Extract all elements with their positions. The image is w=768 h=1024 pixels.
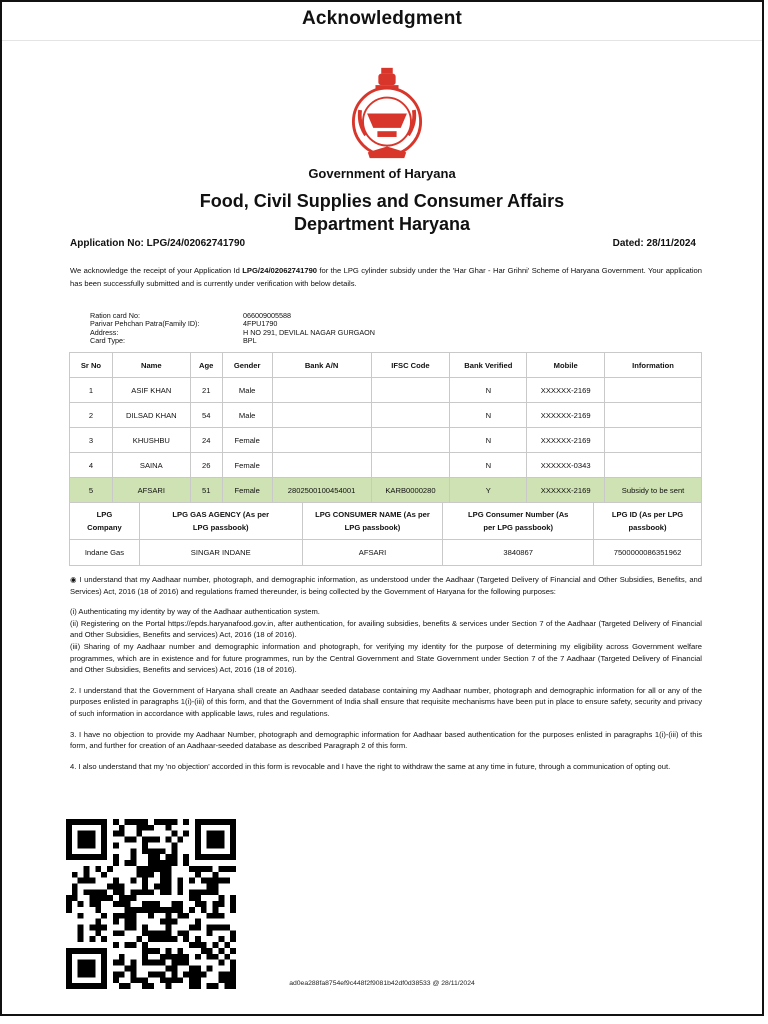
- cell: 2: [70, 403, 113, 428]
- cell: [272, 403, 371, 428]
- cell: 1: [70, 378, 113, 403]
- department-line-2: Department Haryana: [293, 214, 471, 234]
- cell: [371, 428, 450, 453]
- cell: N: [450, 378, 527, 403]
- consent-item-1: (i) Authenticating my identity by way of the Aadhaar authentication system.: [70, 607, 320, 617]
- consent-item-2: (ii) Registering on the Portal https://epds.haryanafood.gov.in, after authentication, for availing subsidies, benefits & services under Section 7 of the Aadhaar (Targeted Delivery of Financial and Other Subsidies, Benefits and services) Act, 2016 (18 of 2016).: [70, 618, 702, 640]
- detail-value: H NO 291, DEVILAL NAGAR GURGAON: [243, 327, 375, 337]
- cell: 51: [190, 478, 222, 503]
- col-header: [594, 503, 702, 540]
- cell: [605, 403, 702, 428]
- page-title: Acknowledgment: [301, 8, 463, 29]
- detail-value: 066009005588: [243, 311, 291, 320]
- col-header: [70, 503, 140, 540]
- cell: [605, 428, 702, 453]
- col-header: Mobile: [527, 353, 605, 378]
- col-header: Name: [112, 353, 190, 378]
- consent-para-4: 4. I also understand that my 'no objection' accorded in this form is revocable and I have the right to withdraw the same at any time in future, through a communication of opting out.: [70, 761, 671, 771]
- cell: XXXXXX-0343: [527, 453, 605, 478]
- cell: KHUSHBU: [112, 428, 190, 453]
- detail-label: Ration card No:: [90, 311, 140, 320]
- cell: XXXXXX-2169: [527, 378, 605, 403]
- header-divider: [2, 40, 762, 41]
- cell: N: [450, 428, 527, 453]
- col-header: Bank Verified: [450, 353, 527, 378]
- col-header: Bank A/N: [272, 353, 371, 378]
- applicant-details: [90, 312, 375, 346]
- consent-para-2: 2. I understand that the Government of Haryana shall create an Aadhaar seeded database containing my Aadhaar number, photograph and demographic information for all or any of the purposes enlisted in paragraphs 1(i)-(iii) of this form, and that the Government of India shall ensure that requisite mechanisms have been put in place to ensure safety, security and privacy of such information in accordance with applicable laws, rules and regulations.: [70, 685, 702, 718]
- cell: Female: [222, 453, 272, 478]
- col-header-line: LPG Consumer Number (As: [467, 510, 569, 519]
- table-row-highlighted: [70, 478, 702, 503]
- detail-row: [90, 329, 375, 337]
- members-header-row: [70, 353, 702, 378]
- table-row: [70, 403, 702, 428]
- table-row: [70, 428, 702, 453]
- col-header-line: LPG passbook): [344, 523, 401, 532]
- cell: Female: [222, 478, 272, 503]
- col-header: Gender: [222, 353, 272, 378]
- col-header-line: LPG: [96, 510, 113, 519]
- detail-label: Parivar Pehchan Patra(Family ID):: [90, 319, 200, 329]
- cell: XXXXXX-2169: [527, 478, 605, 503]
- col-header: [139, 503, 302, 540]
- cell: 24: [190, 428, 222, 453]
- department-line-1: Food, Civil Supplies and Consumer Affairs: [199, 191, 565, 211]
- consent-para-1-text: I understand that my Aadhaar number, photograph, and demographic information, as understood under the Aadhaar (Targeted Delivery of Financial and Other Subsidies, Benefits, and Services) Act, 2016 (18 of 2016) and regulations framed thereunder, is being collected by the Government of Haryana for the following purposes:: [70, 575, 702, 596]
- col-header-line: per LPG passbook): [483, 523, 554, 532]
- col-header: IFSC Code: [371, 353, 450, 378]
- government-name: Government of Haryana: [308, 166, 456, 181]
- consent-para-1: [70, 574, 702, 597]
- lpg-header-row: [70, 503, 702, 540]
- cell: ASIF KHAN: [112, 378, 190, 403]
- col-header-line: LPG ID (As per LPG: [611, 510, 684, 519]
- col-header: [443, 503, 594, 540]
- cell: Indane Gas: [70, 540, 140, 566]
- cell: 54: [190, 403, 222, 428]
- cell: KARB0000280: [371, 478, 450, 503]
- cell: [371, 403, 450, 428]
- cell: 3840867: [443, 540, 594, 566]
- ack-text-before: We acknowledge the receipt of your Application Id: [70, 266, 243, 275]
- cell: [272, 453, 371, 478]
- acknowledgment-text: [70, 265, 702, 290]
- ack-text-after: for the LPG cylinder subsidy under the 'Har Ghar - Har Grihni' Scheme of Haryana Government. Your application has been successfully submitted and is currently under verification with below details.: [70, 266, 702, 288]
- cell: Female: [222, 428, 272, 453]
- cell: AFSARI: [112, 478, 190, 503]
- table-row: [70, 540, 702, 566]
- col-header-line: passbook): [628, 523, 667, 532]
- consent-items: [70, 606, 702, 676]
- cell: [272, 378, 371, 403]
- cell: Male: [222, 378, 272, 403]
- col-header-line: LPG passbook): [192, 523, 249, 532]
- cell: XXXXXX-2169: [527, 403, 605, 428]
- cell: 21: [190, 378, 222, 403]
- cell: [272, 428, 371, 453]
- consent-radio-icon[interactable]: ◉: [70, 575, 78, 584]
- cell: AFSARI: [302, 540, 443, 566]
- cell: SINGAR INDANE: [139, 540, 302, 566]
- col-header: Sr No: [70, 353, 113, 378]
- table-row: [70, 453, 702, 478]
- cell: [605, 378, 702, 403]
- application-date: Dated: 28/11/2024: [612, 238, 696, 249]
- cell: 7500000086351962: [594, 540, 702, 566]
- detail-label: Card Type:: [90, 336, 126, 346]
- cell: Subsidy to be sent: [605, 478, 702, 503]
- cell: DILSAD KHAN: [112, 403, 190, 428]
- cell: 2802500100454001: [272, 478, 371, 503]
- lpg-connection-table: [69, 502, 702, 566]
- ack-app-id: LPG/24/02062741790: [242, 266, 318, 275]
- cell: [371, 378, 450, 403]
- col-header: [302, 503, 443, 540]
- detail-row: [90, 337, 375, 345]
- col-header-line: LPG CONSUMER NAME (As per: [315, 510, 430, 519]
- cell: [605, 453, 702, 478]
- detail-label: Address:: [90, 327, 119, 337]
- table-row: [70, 378, 702, 403]
- department-name: [2, 190, 762, 236]
- col-header: Information: [605, 353, 702, 378]
- cell: Y: [450, 478, 527, 503]
- cell: SAINA: [112, 453, 190, 478]
- col-header-line: LPG GAS AGENCY (As per: [172, 510, 270, 519]
- cell: Male: [222, 403, 272, 428]
- cell: 26: [190, 453, 222, 478]
- detail-value: BPL: [243, 336, 257, 346]
- cell: [371, 453, 450, 478]
- detail-value: 4FPU1790: [243, 319, 278, 329]
- cell: 3: [70, 428, 113, 453]
- cell: N: [450, 403, 527, 428]
- cell: 4: [70, 453, 113, 478]
- consent-item-3: (iii) Sharing of my Aadhaar number and demographic information and photograph, for verifying my identity for the purpose of determining my eligibility across Government welfare programmes, which are in existence and for future programmes, run by the Central Government and State Government under Section 7 of the 7 Aadhaar (Targeted Delivery of Financial and Other Subsidies, Benefits and services) Act, 2016 (18 of 2016).: [70, 641, 702, 675]
- col-header: Age: [190, 353, 222, 378]
- document-hash: ad0ea288fa8754ef9c448f2f9081b42df0d38533 @ 28/11/2024: [289, 980, 475, 987]
- aadhaar-consent: [70, 574, 702, 781]
- family-members-table: [69, 352, 702, 503]
- application-number: Application No: LPG/24/02062741790: [70, 238, 246, 249]
- cell: N: [450, 453, 527, 478]
- cell: 5: [70, 478, 113, 503]
- haryana-emblem-icon: [339, 64, 435, 160]
- cell: XXXXXX-2169: [527, 428, 605, 453]
- qr-code-icon: [66, 819, 236, 989]
- col-header-line: Company: [87, 523, 122, 532]
- consent-para-3: 3. I have no objection to provide my Aadhaar Number, photograph and demographic information for Aadhaar based authentication for the purposes enlisted in paragraphs 1(i)-(iii) of this form, and further for creation of an Aadhaar-seeded database as described Paragraph 2 of this form.: [70, 729, 702, 751]
